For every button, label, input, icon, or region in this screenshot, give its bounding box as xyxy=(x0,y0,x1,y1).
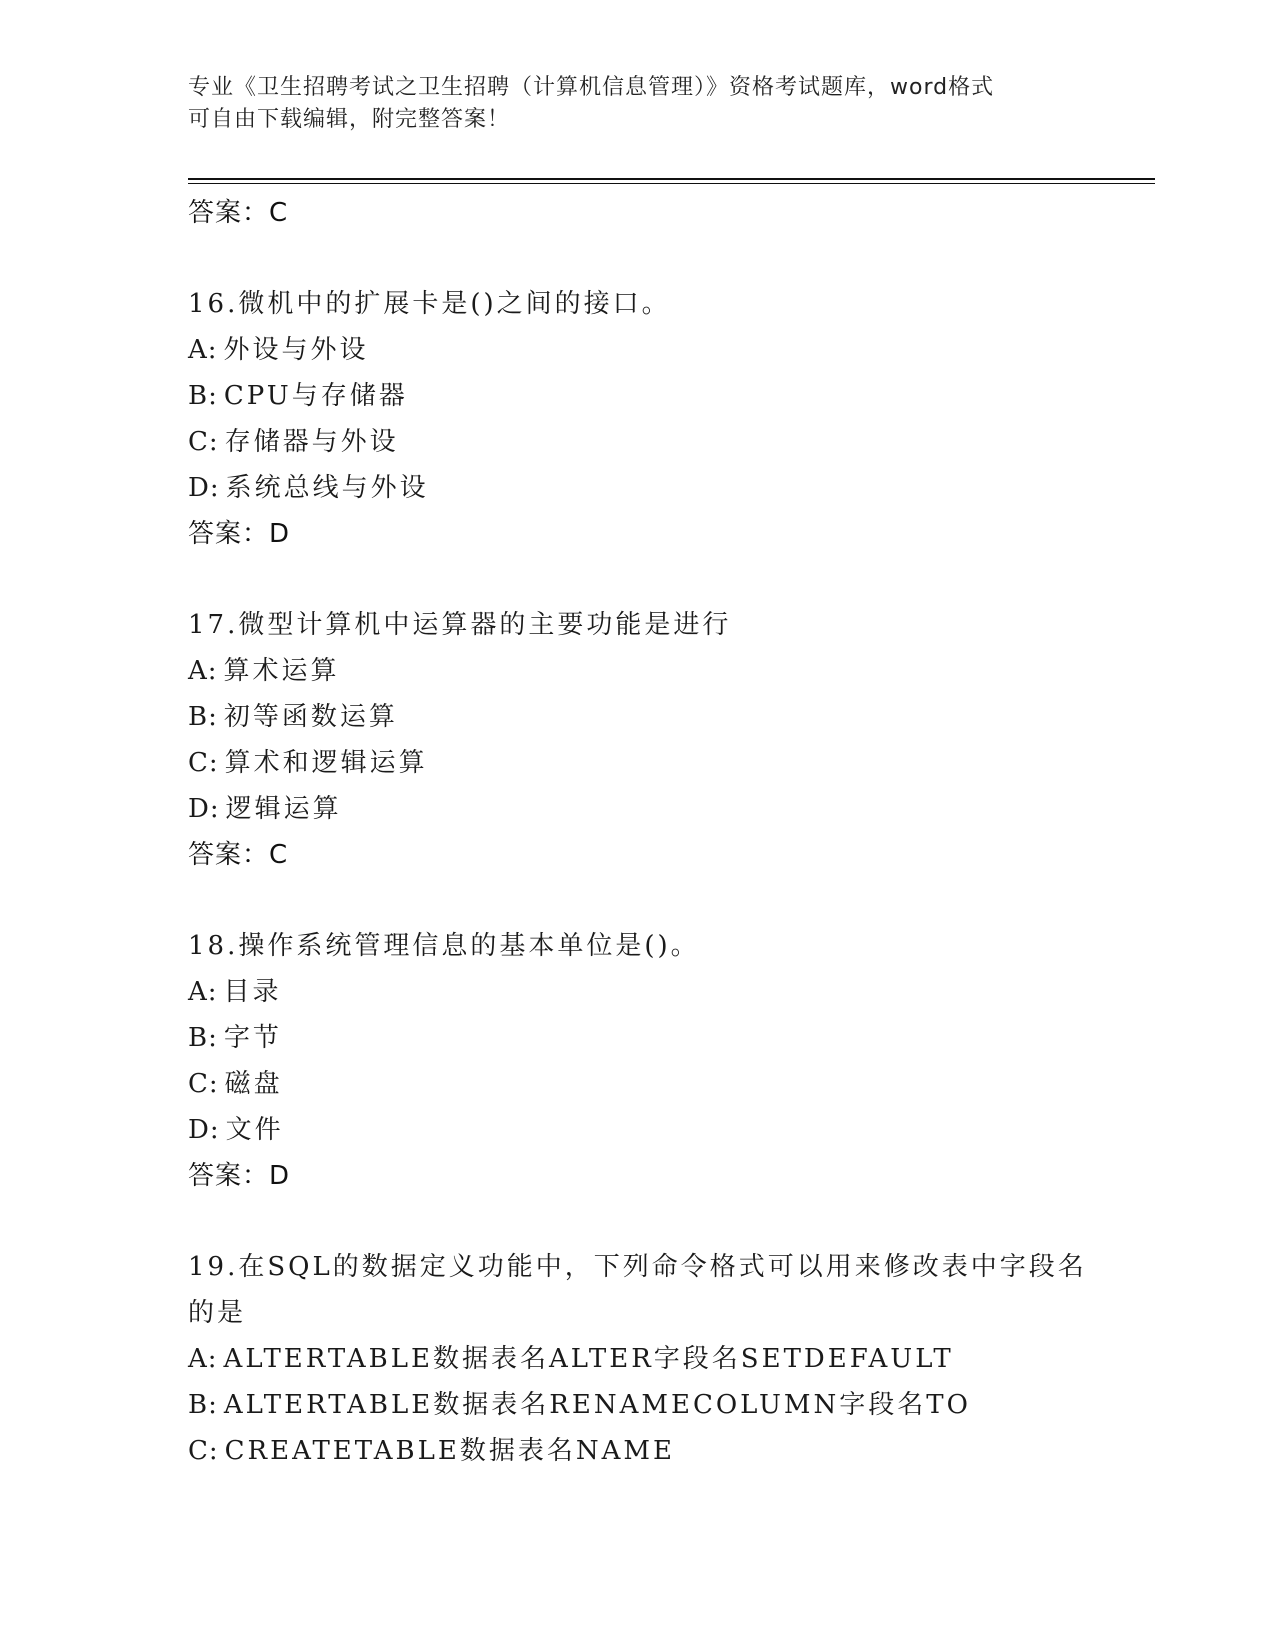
option-a xyxy=(188,1336,1088,1382)
option-text: 系统总线与外设 xyxy=(225,473,429,503)
option-text: CPU与存储器 xyxy=(223,381,408,411)
question-text-continued: 的是 xyxy=(188,1298,247,1328)
option-b xyxy=(188,1382,1088,1428)
option-c xyxy=(188,740,1088,786)
option-text: 目录 xyxy=(223,977,282,1007)
option-label: C: xyxy=(188,748,219,778)
question-block-19 xyxy=(188,1244,1088,1474)
option-text: CREATETABLE数据表名NAME xyxy=(224,1436,675,1466)
question-text: 17.微型计算机中运算器的主要功能是进行 xyxy=(188,610,732,640)
option-text: 算术运算 xyxy=(223,656,340,686)
answer-line: 答案：D xyxy=(188,1161,291,1191)
header-divider-thick xyxy=(188,178,1155,180)
question-block-17 xyxy=(188,602,1088,878)
option-a xyxy=(188,648,1088,694)
option-label: A: xyxy=(188,335,218,365)
option-label: A: xyxy=(188,977,218,1007)
header-divider-thin xyxy=(188,183,1155,184)
option-text: 文件 xyxy=(225,1115,284,1145)
option-text: 逻辑运算 xyxy=(225,794,342,824)
option-text: 字节 xyxy=(223,1023,282,1053)
question-text: 18.操作系统管理信息的基本单位是()。 xyxy=(188,931,700,961)
question-text: 16.微机中的扩展卡是()之间的接口。 xyxy=(188,289,671,319)
header-line-2: 可自由下载编辑，附完整答案！ xyxy=(188,107,511,132)
option-label: B: xyxy=(188,702,218,732)
answer-line: 答案：C xyxy=(188,840,289,870)
option-d xyxy=(188,1107,1088,1153)
option-label: B: xyxy=(188,1390,218,1420)
option-a xyxy=(188,327,1088,373)
option-label: A: xyxy=(188,1344,218,1374)
option-label: D: xyxy=(188,794,220,824)
option-label: C: xyxy=(188,1069,219,1099)
option-label: D: xyxy=(188,1115,220,1145)
option-label: C: xyxy=(188,427,219,457)
option-text: 磁盘 xyxy=(224,1069,283,1099)
option-text: 初等函数运算 xyxy=(223,702,398,732)
option-label: B: xyxy=(188,381,218,411)
option-c xyxy=(188,1428,1088,1474)
option-text: 算术和逻辑运算 xyxy=(224,748,428,778)
option-b xyxy=(188,373,1088,419)
option-label: A: xyxy=(188,656,218,686)
document-header xyxy=(188,72,1068,136)
option-d xyxy=(188,786,1088,832)
question-block-18 xyxy=(188,923,1088,1199)
option-text: ALTERTABLE数据表名RENAMECOLUMN字段名TO xyxy=(223,1390,971,1420)
question-text: 19.在SQL的数据定义功能中，下列命令格式可以用来修改表中字段名 xyxy=(188,1252,1087,1282)
option-label: D: xyxy=(188,473,220,503)
answer-line: 答案：D xyxy=(188,519,291,549)
header-line-1: 专业《卫生招聘考试之卫生招聘（计算机信息管理）》资格考试题库，word格式 xyxy=(188,75,995,100)
question-block-16 xyxy=(188,281,1088,557)
option-label: B: xyxy=(188,1023,218,1053)
option-c xyxy=(188,419,1088,465)
option-b xyxy=(188,694,1088,740)
option-c xyxy=(188,1061,1088,1107)
option-text: 存储器与外设 xyxy=(224,427,399,457)
question-block-15 xyxy=(188,190,1088,236)
option-label: C: xyxy=(188,1436,219,1466)
question-list xyxy=(188,190,1088,1474)
option-b xyxy=(188,1015,1088,1061)
answer-line: 答案：C xyxy=(188,198,289,228)
option-d xyxy=(188,465,1088,511)
option-a xyxy=(188,969,1088,1015)
option-text: ALTERTABLE数据表名ALTER字段名SETDEFAULT xyxy=(223,1344,954,1374)
option-text: 外设与外设 xyxy=(223,335,369,365)
